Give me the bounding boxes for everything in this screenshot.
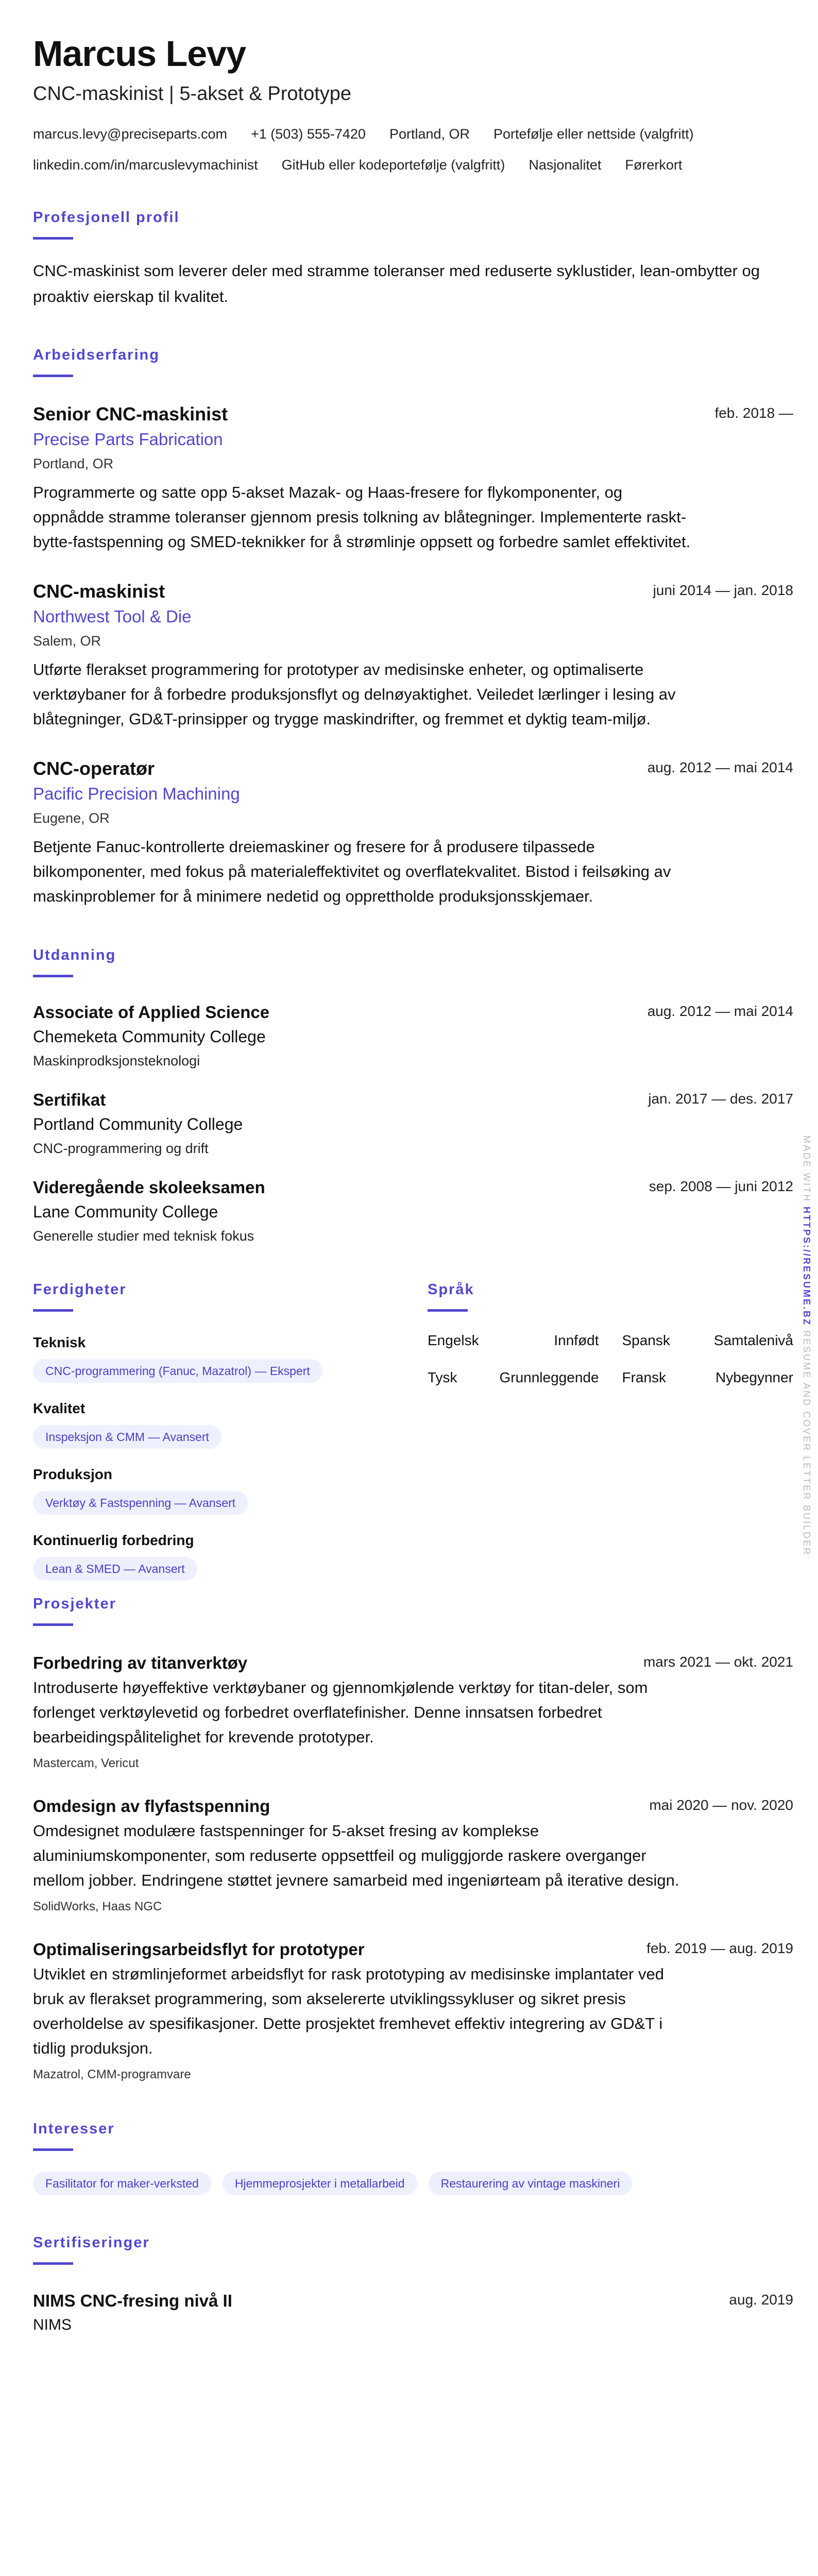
projects-section <box>33 1595 793 2083</box>
section-underline <box>33 237 73 240</box>
project-description: Utviklet en strømlinjeformet arbeidsflyt for rask prototyping av medisinske implantater ved bruk av flerakset programmering, som akselererte utviklingssykluser og sikret presis overholdelse av spesifikasjoner. Dette prosjektet fremhevet effektiv integrering av GD&T i tidlig produksjon. <box>33 1965 664 2057</box>
watermark-link[interactable]: HTTPS://RESUME.BZ <box>802 1207 812 1327</box>
license-text: Førerkort <box>625 157 683 173</box>
certification-title: NIMS CNC-fresing nivå II <box>33 2291 232 2310</box>
school-name: Lane Community College <box>33 1202 218 1221</box>
candidate-name: Marcus Levy <box>33 33 246 74</box>
section-underline <box>33 2262 73 2265</box>
section-heading: Profesjonell profil <box>33 209 180 226</box>
skill-tag: CNC-programmering (Fanuc, Mazatrol) — Ekspert <box>33 1359 322 1383</box>
study-area: Generelle studier med teknisk fokus <box>33 1228 254 1244</box>
section-heading: Språk <box>428 1281 474 1298</box>
experience-entry <box>33 580 793 732</box>
profile-section <box>33 208 793 310</box>
certification-entry <box>33 2290 793 2336</box>
education-date: sep. 2008 — juni 2012 <box>649 1178 793 1194</box>
job-location: Eugene, OR <box>33 810 110 826</box>
email-link[interactable]: marcus.levy@preciseparts.com <box>33 126 228 142</box>
nationality-text: Nasjonalitet <box>529 157 602 173</box>
portfolio-link[interactable]: Portefølje eller nettside (valgfritt) <box>493 126 694 142</box>
skill-group <box>33 1333 394 1383</box>
section-underline <box>33 1623 73 1626</box>
skill-group <box>33 1465 394 1515</box>
skill-tag: Lean & SMED — Avansert <box>33 1557 197 1581</box>
job-title: CNC-operatør <box>33 758 155 779</box>
language-level: Grunnleggende <box>499 1369 599 1385</box>
study-area: Maskinprodksjonsteknologi <box>33 1053 200 1069</box>
degree-title: Videregående skoleeksamen <box>33 1178 265 1197</box>
resume-page <box>33 32 793 2336</box>
job-description: Betjente Fanuc-kontrollerte dreiemaskiner og fresere for å produsere tilpassede bilkomponenter, med fokus på materialeffektivitet og overflatekvalitet. Bistod i feilsøking av maskinproblemer for å minimere nedetid og opprettholde produksjonsskjemaer. <box>33 838 671 905</box>
experience-section <box>33 346 793 909</box>
section-heading: Prosjekter <box>33 1596 116 1612</box>
skills-languages-row <box>33 1280 793 1595</box>
project-tech: Mastercam, Vericut <box>33 1756 139 1770</box>
degree-title: Associate of Applied Science <box>33 1003 270 1022</box>
school-name: Chemeketa Community College <box>33 1027 266 1046</box>
section-underline <box>428 1309 468 1312</box>
education-date: jan. 2017 — des. 2017 <box>648 1091 793 1107</box>
language-name: Spansk <box>622 1332 670 1348</box>
education-date: aug. 2012 — mai 2014 <box>647 1003 793 1019</box>
skills-section <box>33 1280 394 1581</box>
section-heading: Utdanning <box>33 947 116 963</box>
phone-text: +1 (503) 555-7420 <box>251 126 366 142</box>
education-section <box>33 946 793 1245</box>
school-name: Portland Community College <box>33 1115 243 1133</box>
section-underline <box>33 375 73 377</box>
language-name: Tysk <box>428 1369 457 1385</box>
job-location: Portland, OR <box>33 456 114 471</box>
project-tech: Mazatrol, CMM-programvare <box>33 2067 191 2081</box>
watermark-tagline: RESUME AND COVER LETTER BUILDER <box>802 1330 812 1556</box>
project-tech: SolidWorks, Haas NGC <box>33 1900 162 1913</box>
job-date: juni 2014 — jan. 2018 <box>653 582 793 598</box>
job-title: CNC-maskinist <box>33 581 165 602</box>
study-area: CNC-programmering og drift <box>33 1141 209 1156</box>
skill-tag: Verktøy & Fastspenning — Avansert <box>33 1491 248 1515</box>
languages-section <box>428 1280 793 1388</box>
watermark-made-with: MADE WITH <box>802 1136 812 1202</box>
education-entry <box>33 1176 793 1245</box>
job-title: Senior CNC-maskinist <box>33 403 228 425</box>
section-underline <box>33 975 73 977</box>
company-name: Precise Parts Fabrication <box>33 430 223 449</box>
language-level: Innfødt <box>554 1332 599 1348</box>
project-title: Omdesign av flyfastspenning <box>33 1797 270 1816</box>
location-text: Portland, OR <box>389 126 470 142</box>
experience-entry <box>33 757 793 909</box>
profile-summary: CNC-maskinist som leverer deler med stramme toleranser med reduserte syklustider, lean-ombytter og proaktiv eierskap til kvalitet. <box>33 262 760 306</box>
language-level: Nybegynner <box>715 1369 794 1385</box>
interest-tag: Hjemmeprosjekter i metallarbeid <box>223 2172 417 2195</box>
contact-row <box>33 124 793 144</box>
candidate-title: CNC-maskinist | 5-akset & Prototype <box>33 83 352 105</box>
project-date: mai 2020 — nov. 2020 <box>649 1797 793 1813</box>
contact-info <box>33 124 793 175</box>
interest-tag: Restaurering av vintage maskineri <box>429 2172 633 2195</box>
builder-watermark <box>801 1136 812 1556</box>
section-underline <box>33 1309 73 1312</box>
section-heading: Interesser <box>33 2121 115 2137</box>
language-row <box>428 1330 793 1351</box>
contact-row <box>33 155 793 175</box>
education-entry <box>33 1089 793 1158</box>
interest-tags <box>33 2172 793 2195</box>
education-entry <box>33 1001 793 1070</box>
skill-category: Kvalitet <box>33 1400 86 1416</box>
skill-category: Teknisk <box>33 1334 86 1350</box>
project-entry <box>33 1795 793 1916</box>
project-title: Optimaliseringsarbeidsflyt for prototyper <box>33 1940 365 1959</box>
language-name: Fransk <box>622 1369 667 1385</box>
skill-tag: Inspeksjon & CMM — Avansert <box>33 1425 221 1449</box>
project-title: Forbedring av titanverktøy <box>33 1653 248 1672</box>
project-entry <box>33 1938 793 2083</box>
project-date: feb. 2019 — aug. 2019 <box>646 1940 793 1956</box>
skill-group <box>33 1531 394 1581</box>
github-link[interactable]: GitHub eller kodeportefølje (valgfritt) <box>281 157 505 173</box>
certification-issuer: NIMS <box>33 2316 72 2333</box>
job-description: Programmerte og satte opp 5-akset Mazak- og Haas-fresere for flykomponenter, og oppnådde stramme toleranser gjennom presis tolkning av blåtegninger. Implementerte raskt-bytte-fastspenning og SMED-teknikker for å strømlinje oppsett og forbedre samlet effektivitet. <box>33 483 691 551</box>
job-description: Utførte flerakset programmering for prototyper av medisinske enheter, og optimaliserte verktøybaner for å forbedre produksjonsflyt og delnøyaktighet. Veiledet lærlinger i lesing av blåtegninger, GD&T-prinsipper og trygge maskindrifter, og fremmet et dyktig team-miljø. <box>33 660 676 728</box>
experience-entry <box>33 403 793 554</box>
job-date: aug. 2012 — mai 2014 <box>647 759 793 775</box>
project-entry <box>33 1652 793 1772</box>
linkedin-link[interactable]: linkedin.com/in/marcuslevymachinist <box>33 157 258 173</box>
interests-section <box>33 2120 793 2195</box>
job-date: feb. 2018 — <box>714 405 793 421</box>
section-heading: Arbeidserfaring <box>33 347 160 363</box>
project-description: Introduserte høyeffektive verktøybaner og gjennomkjølende verktøy for titan-deler, som forlenget verktøylevetid og forbedret overflatefinisher. Denne innsatsen forbedret bearbeidingspålitelighet for krevende prototyper. <box>33 1679 648 1746</box>
job-location: Salem, OR <box>33 633 101 649</box>
section-heading: Ferdigheter <box>33 1281 127 1298</box>
project-date: mars 2021 — okt. 2021 <box>643 1654 793 1670</box>
language-name: Engelsk <box>428 1332 479 1348</box>
company-name: Pacific Precision Machining <box>33 784 240 803</box>
language-level: Samtalenivå <box>713 1332 794 1348</box>
skill-category: Kontinuerlig forbedring <box>33 1532 194 1548</box>
interest-tag: Fasilitator for maker-verksted <box>33 2172 211 2195</box>
skill-group <box>33 1399 394 1449</box>
certification-date: aug. 2019 <box>729 2292 793 2308</box>
degree-title: Sertifikat <box>33 1090 106 1109</box>
project-description: Omdesignet modulære fastspenninger for 5-akset fresing av komplekse aluminiumskomponenter, som reduserte oppsettfeil og muliggjorde raskere overganger mellom jobber. Endringene støttet jevnere samarbeid med ingeniørteam på iterative design. <box>33 1822 679 1889</box>
certifications-section <box>33 2233 793 2336</box>
skill-category: Produksjon <box>33 1466 113 1482</box>
language-row <box>428 1367 793 1388</box>
company-name: Northwest Tool & Die <box>33 607 192 626</box>
section-underline <box>33 2148 73 2151</box>
section-heading: Sertifiseringer <box>33 2234 150 2251</box>
